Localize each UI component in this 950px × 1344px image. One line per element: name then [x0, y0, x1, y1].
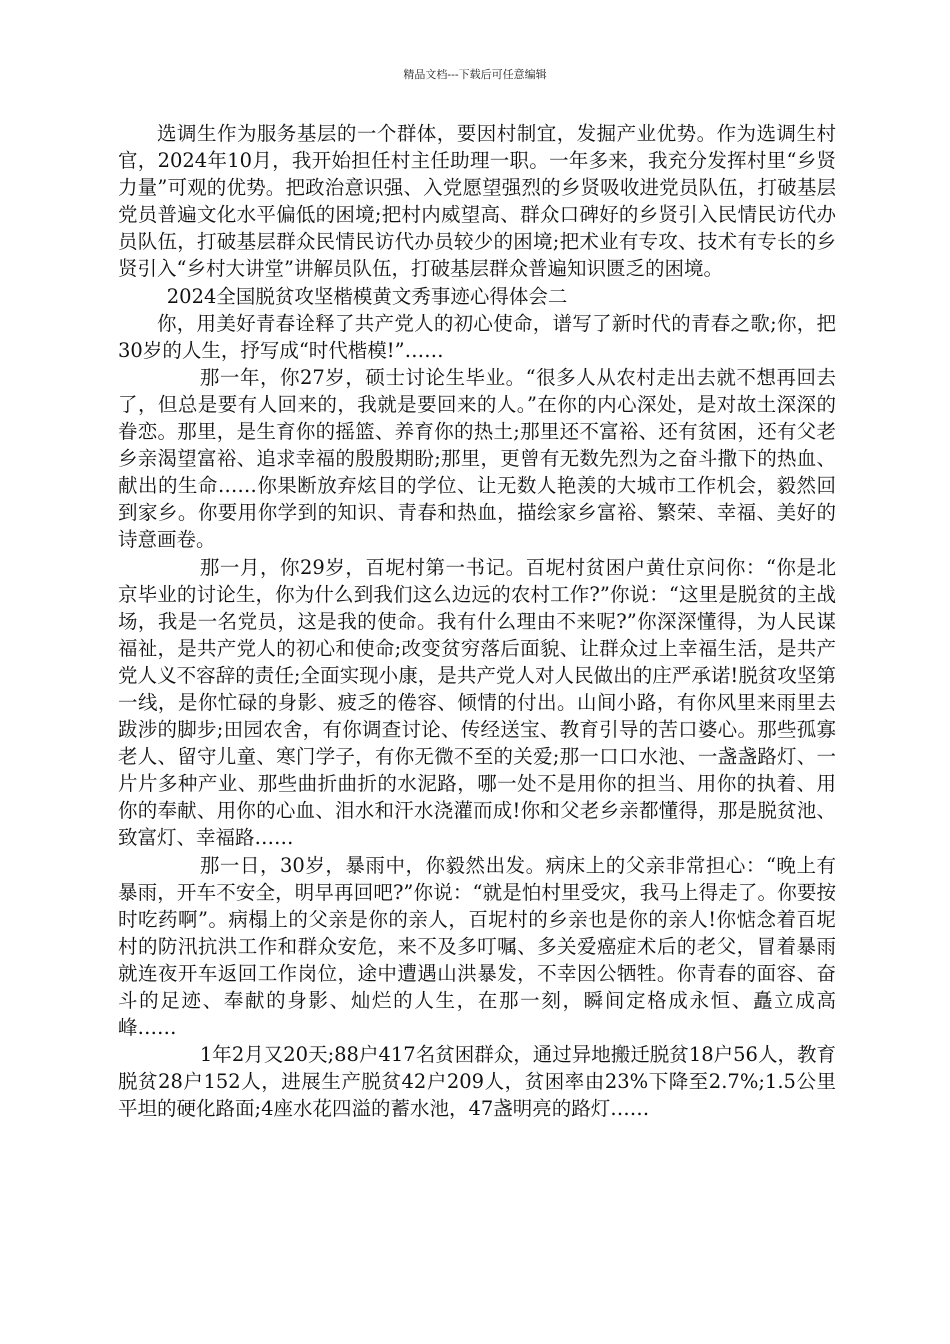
paragraph-5: 那一日，30岁，暴雨中，你毅然出发。病床上的父亲非常担心：“晚上有暴雨，开车不安全，明早再回吧?”你说：“就是怕村里受灾，我马上得走了。你要按时吃药啊”。病榻上的父亲是你的亲人，百坭村的乡亲也是你的亲人!你惦念着百坭村的防汛抗洪工作和群众安危，来不及多叮嘱、多关爱癌症术后的老父，冒着暴雨就连夜开车返回工作岗位，途中遭遇山洪暴发，不幸因公牺牲。你青春的面容、奋斗的足迹、奉献的身影、灿烂的人生，在那一刻，瞬间定格成永恒、矗立成高峰……: [118, 853, 836, 1040]
page-header: 精品文档---下载后可任意编辑: [403, 68, 547, 81]
paragraph-1: 选调生作为服务基层的一个群体，要因村制宜，发掘产业优势。作为选调生村官，2024年10月，我开始担任村主任助理一职。一年多来，我充分发挥村里“乡贤力量”可观的优势。把政治意识强、入党愿望强烈的乡贤吸收进党员队伍，打破基层党员普遍文化水平偏低的困境;把村内威望高、群众口碑好的乡贤引入民情民访代办员队伍，打破基层群众民情民访代办员较少的困境;把术业有专攻、技术有专长的乡贤引入“乡村大讲堂”讲解员队伍，打破基层群众普遍知识匮乏的困境。: [118, 122, 836, 281]
document-body: [118, 120, 836, 1122]
paragraph-4: 那一月，你29岁，百坭村第一书记。百坭村贫困户黄仕京问你：“你是北京毕业的讨论生，你为什么到我们这么边远的农村工作?”你说：“这里是脱贫的主战场，我是一名党员，这是我的使命。我有什么理由不来呢?”你深深懂得，为人民谋福祉，是共产党人的初心和使命;改变贫穷落后面貌、让群众过上幸福生活，是共产党人义不容辞的责任;全面实现小康，是共产党人对人民做出的庄严承诺!脱贫攻坚第一线，是你忙碌的身影、疲乏的倦容、倾情的付出。山间小路，有你风里来雨里去跋涉的脚步;田园农舍，有你调查讨论、传经送宝、教育引导的苦口婆心。那些孤寡老人、留守儿童、寒门学子，有你无微不至的关爱;那一口口水池、一盏盏路灯、一片片多种产业、那些曲折曲折的水泥路，哪一处不是用你的担当、用你的执着、用你的奉献、用你的心血、泪水和汗水浇灌而成!你和父老乡亲都懂得，那是脱贫池、致富灯、幸福路……: [118, 555, 836, 850]
paragraph-6: 1年2月又20天;88户417名贫困群众，通过异地搬迁脱贫18户56人，教育脱贫28户152人，进展生产脱贫42户209人，贫困率由23%下降至2.7%;1.5公里平坦的硬化路面;4座水花四溢的蓄水池，47盏明亮的路灯……: [118, 1043, 836, 1121]
paragraph-3: 那一年，你27岁，硕士讨论生毕业。“很多人从农村走出去就不想再回去了，但总是要有人回来的，我就是要回来的人。”在你的内心深处，是对故土深深的眷恋。那里，是生育你的摇篮、养育你的热土;那里还不富裕、还有贫困，还有父老乡亲渴望富裕、追求幸福的殷殷期盼;那里，更曾有无数先烈为之奋斗撒下的热血、献出的生命……你果断放弃炫目的学位、让无数人艳羡的大城市工作机会，毅然回到家乡。你要用你学到的知识、青春和热血，描绘家乡富裕、繁荣、幸福、美好的诗意画卷。: [118, 365, 836, 552]
paragraph-2: 你，用美好青春诠释了共产党人的初心使命，谱写了新时代的青春之歌;你，把30岁的人生，抒写成“时代楷模!”……: [118, 311, 836, 362]
section-title: 2024全国脱贫攻坚楷模黄文秀事迹心得体会二: [166, 284, 568, 308]
